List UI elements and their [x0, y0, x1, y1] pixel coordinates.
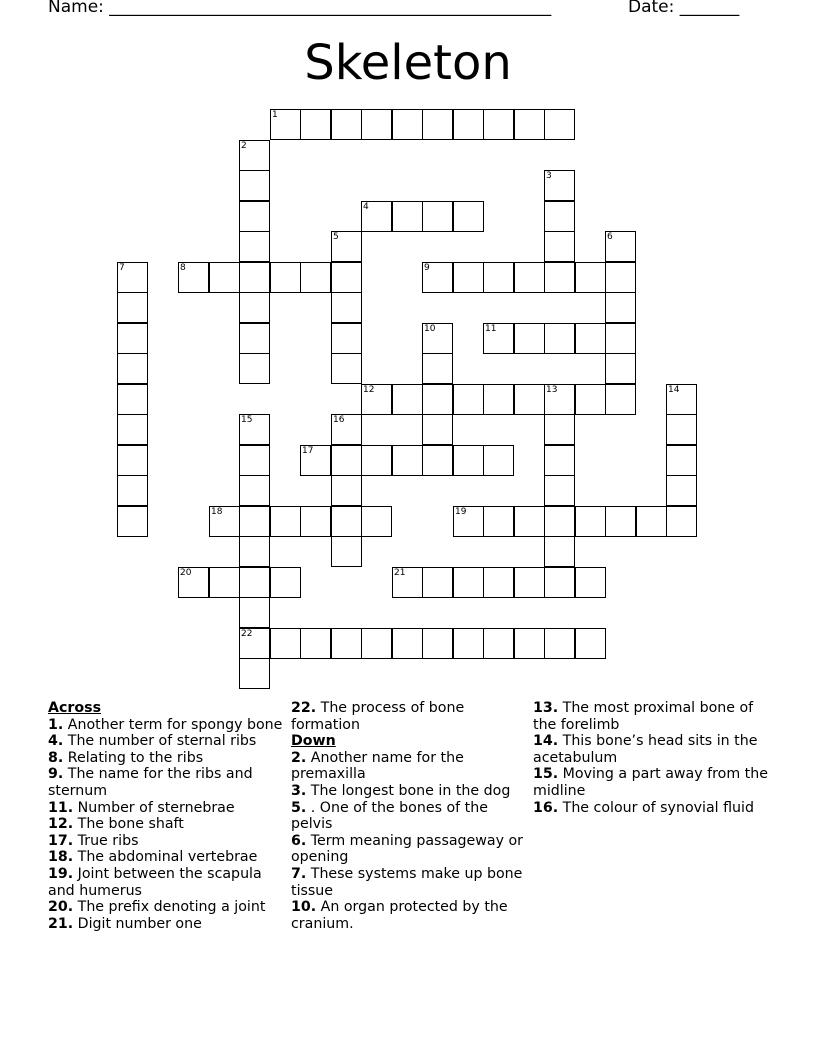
down-clue-list-continued	[533, 700, 773, 816]
clue-number: 7.	[291, 865, 307, 882]
crossword-cell[interactable]	[270, 506, 301, 537]
crossword-cell[interactable]	[483, 567, 514, 598]
clue	[48, 800, 284, 817]
crossword-cell[interactable]	[392, 109, 423, 140]
crossword-cell[interactable]	[453, 506, 484, 537]
crossword-cell[interactable]	[270, 567, 301, 598]
crossword-cell[interactable]	[544, 201, 575, 232]
crossword-cell[interactable]	[392, 384, 423, 415]
name-field: Name: ____________________________________________________	[48, 0, 552, 17]
clue	[291, 833, 527, 866]
crossword-cell[interactable]	[666, 414, 697, 445]
clues-column-1	[48, 700, 284, 932]
crossword-cell[interactable]	[483, 262, 514, 293]
clue-text: Joint between the scapula and humerus	[48, 865, 262, 899]
clue-number: 1.	[48, 716, 64, 733]
crossword-cell[interactable]	[300, 445, 331, 476]
down-heading: Down	[291, 733, 336, 750]
crossword-cell[interactable]	[239, 597, 270, 628]
crossword-cell[interactable]	[239, 170, 270, 201]
clue-text: Relating to the ribs	[63, 749, 204, 766]
clue	[48, 750, 284, 767]
crossword-cell[interactable]	[575, 323, 606, 354]
clue-number: 5	[333, 232, 339, 242]
clue-text: Digit number one	[73, 915, 202, 932]
crossword-cell[interactable]	[514, 109, 545, 140]
crossword-cell[interactable]	[117, 445, 148, 476]
clue	[533, 800, 773, 817]
clue-number: 5.	[291, 799, 307, 816]
crossword-cell[interactable]	[331, 506, 362, 537]
crossword-cell[interactable]	[239, 201, 270, 232]
crossword-cell[interactable]	[117, 262, 148, 293]
crossword-cell[interactable]	[209, 506, 240, 537]
clue-number: 19	[455, 507, 467, 517]
clue-number: 8.	[48, 749, 64, 766]
crossword-cell[interactable]	[331, 292, 362, 323]
clues-column-3	[533, 700, 773, 816]
crossword-cell[interactable]	[483, 384, 514, 415]
crossword-cell[interactable]	[636, 506, 667, 537]
crossword-cell[interactable]	[270, 628, 301, 659]
clue-number: 10	[424, 324, 436, 334]
clue	[48, 717, 284, 734]
crossword-cell[interactable]	[117, 323, 148, 354]
crossword-cell[interactable]	[239, 414, 270, 445]
crossword-cell[interactable]	[422, 323, 453, 354]
crossword-cell[interactable]	[483, 445, 514, 476]
crossword-cell[interactable]	[422, 262, 453, 293]
crossword-cell[interactable]	[544, 445, 575, 476]
clue-number: 2.	[291, 749, 307, 766]
crossword-cell[interactable]	[483, 323, 514, 354]
clue-number: 12.	[48, 816, 74, 833]
crossword-cell[interactable]	[270, 262, 301, 293]
crossword-cell[interactable]	[361, 201, 392, 232]
clue-number: 13	[546, 385, 558, 395]
crossword-cell[interactable]	[239, 231, 270, 262]
crossword-cell[interactable]	[117, 353, 148, 384]
clue-text: . One of the bones of the pelvis	[291, 799, 488, 833]
clue-number: 16.	[533, 799, 559, 816]
crossword-cell[interactable]	[483, 109, 514, 140]
clue-number: 11	[485, 324, 497, 334]
crossword-cell[interactable]	[605, 292, 636, 323]
clue-number: 19.	[48, 865, 74, 882]
clue	[48, 833, 284, 850]
crossword-cell[interactable]	[544, 506, 575, 537]
clue-number: 20	[180, 568, 192, 578]
crossword-cell[interactable]	[422, 109, 453, 140]
clue	[291, 750, 527, 783]
crossword-cell[interactable]	[544, 384, 575, 415]
crossword-cell[interactable]	[239, 506, 270, 537]
crossword-cell[interactable]	[392, 445, 423, 476]
clue-number: 2	[241, 141, 247, 151]
crossword-cell[interactable]	[453, 262, 484, 293]
clue	[48, 766, 284, 799]
crossword-cell[interactable]	[239, 292, 270, 323]
clue	[48, 816, 284, 833]
crossword-cell[interactable]	[605, 262, 636, 293]
crossword-cell[interactable]	[422, 201, 453, 232]
clue-number: 11.	[48, 799, 74, 816]
clue-number: 20.	[48, 899, 74, 916]
clue-number: 4.	[48, 733, 64, 750]
crossword-cell[interactable]	[544, 231, 575, 262]
crossword-cell[interactable]	[514, 506, 545, 537]
crossword-cell[interactable]	[575, 628, 606, 659]
clue	[48, 899, 284, 916]
crossword-cell[interactable]	[544, 414, 575, 445]
crossword-cell[interactable]	[361, 109, 392, 140]
crossword-cell[interactable]	[209, 567, 240, 598]
clue	[48, 916, 284, 933]
crossword-cell[interactable]	[422, 445, 453, 476]
clue-text: The colour of synovial fluid	[558, 799, 754, 816]
crossword-cell[interactable]	[453, 628, 484, 659]
clue-number: 21.	[48, 915, 74, 932]
clue-number: 4	[363, 202, 369, 212]
across-clue-list	[48, 717, 284, 933]
clue-text: Moving a part away from the midline	[533, 766, 768, 799]
clue-text: The most proximal bone of the forelimb	[533, 700, 754, 733]
crossword-cell[interactable]	[331, 445, 362, 476]
clue	[48, 733, 284, 750]
clue-number: 3	[546, 171, 552, 181]
crossword-cell[interactable]	[575, 567, 606, 598]
crossword-cell[interactable]	[239, 262, 270, 293]
crossword-cell[interactable]	[270, 109, 301, 140]
crossword-cell[interactable]	[544, 628, 575, 659]
crossword-cell[interactable]	[453, 567, 484, 598]
crossword-cell[interactable]	[605, 323, 636, 354]
crossword-cell[interactable]	[331, 353, 362, 384]
clue-text: The abdominal vertebrae	[73, 849, 258, 866]
crossword-cell[interactable]	[300, 262, 331, 293]
crossword-cell[interactable]	[117, 384, 148, 415]
crossword-cell[interactable]	[392, 628, 423, 659]
crossword-cell[interactable]	[239, 445, 270, 476]
clue-number: 14	[668, 385, 680, 395]
date-field: Date: _______	[628, 0, 740, 17]
crossword-cell[interactable]	[117, 506, 148, 537]
crossword-cell[interactable]	[544, 567, 575, 598]
crossword-cell[interactable]	[331, 475, 362, 506]
clue-number: 1	[272, 110, 278, 120]
crossword-cell[interactable]	[239, 323, 270, 354]
crossword-cell[interactable]	[117, 414, 148, 445]
clue-text: The number of sternal ribs	[63, 733, 257, 750]
crossword-cell[interactable]	[331, 536, 362, 567]
clue-number: 15.	[533, 766, 559, 783]
crossword-cell[interactable]	[483, 506, 514, 537]
clue-text: Another term for spongy bone	[63, 716, 283, 733]
clue-number: 18.	[48, 849, 74, 866]
across-clue-list-continued	[291, 700, 527, 733]
crossword-cell[interactable]	[605, 506, 636, 537]
crossword-cell[interactable]	[331, 628, 362, 659]
crossword-cell[interactable]	[422, 628, 453, 659]
clue	[48, 849, 284, 866]
clue-number: 10.	[291, 899, 317, 916]
clue	[48, 866, 284, 899]
clue	[533, 766, 773, 799]
crossword-cell[interactable]	[453, 109, 484, 140]
clue-text: The process of bone formation	[291, 700, 465, 733]
crossword-cell[interactable]	[422, 567, 453, 598]
crossword-cell[interactable]	[239, 536, 270, 567]
crossword-cell[interactable]	[117, 292, 148, 323]
clue-number: 12	[363, 385, 375, 395]
crossword-cell[interactable]	[453, 201, 484, 232]
down-clue-list	[291, 750, 527, 933]
crossword-cell[interactable]	[331, 262, 362, 293]
clue-number: 7	[119, 263, 125, 273]
crossword-cell[interactable]	[392, 567, 423, 598]
crossword-cell[interactable]	[422, 384, 453, 415]
clue-text: The name for the ribs and sternum	[48, 766, 253, 799]
clue-text: Another name for the premaxilla	[291, 749, 464, 783]
crossword-cell[interactable]	[666, 445, 697, 476]
crossword-cell[interactable]	[666, 475, 697, 506]
crossword-cell[interactable]	[117, 475, 148, 506]
crossword-cell[interactable]	[209, 262, 240, 293]
clue-number: 13.	[533, 700, 559, 716]
clue-number: 17.	[48, 832, 74, 849]
crossword-cell[interactable]	[605, 231, 636, 262]
clue-number: 16	[333, 415, 345, 425]
crossword-cell[interactable]	[514, 262, 545, 293]
clue-text: These systems make up bone tissue	[291, 865, 523, 899]
crossword-cell[interactable]	[239, 475, 270, 506]
clue-text: True ribs	[73, 832, 139, 849]
clue	[291, 700, 527, 733]
crossword-cell[interactable]	[575, 262, 606, 293]
crossword-cell[interactable]	[544, 109, 575, 140]
crossword-cell[interactable]	[331, 231, 362, 262]
clue-number: 9	[424, 263, 430, 273]
page-title: Skeleton	[304, 35, 512, 91]
crossword-cell[interactable]	[666, 506, 697, 537]
crossword-cell[interactable]	[575, 384, 606, 415]
crossword-cell[interactable]	[453, 445, 484, 476]
clue	[291, 800, 527, 833]
clue-number: 21	[394, 568, 406, 578]
clues-column-2	[291, 700, 527, 932]
clue-text: This bone’s head sits in the acetabulum	[533, 733, 758, 766]
clue	[291, 899, 527, 932]
crossword-cell[interactable]	[239, 140, 270, 171]
clue	[291, 866, 527, 899]
clue-number: 18	[211, 507, 223, 517]
crossword-cell[interactable]	[178, 567, 209, 598]
crossword-cell[interactable]	[392, 201, 423, 232]
clue-number: 8	[180, 263, 186, 273]
crossword-cell[interactable]	[514, 384, 545, 415]
clue-text: Term meaning passageway or opening	[291, 832, 523, 866]
crossword-cell[interactable]	[666, 384, 697, 415]
clue-number: 9.	[48, 766, 64, 783]
crossword-cell[interactable]	[239, 567, 270, 598]
crossword-cell[interactable]	[239, 628, 270, 659]
crossword-cell[interactable]	[361, 628, 392, 659]
clue-number: 3.	[291, 782, 307, 799]
clue-number: 15	[241, 415, 253, 425]
crossword-cell[interactable]	[514, 567, 545, 598]
clue-text: The prefix denoting a joint	[73, 899, 266, 916]
clue-text: An organ protected by the cranium.	[291, 899, 508, 932]
crossword-cell[interactable]	[544, 323, 575, 354]
crossword-cell[interactable]	[300, 628, 331, 659]
crossword-cell[interactable]	[605, 353, 636, 384]
crossword-cell[interactable]	[300, 109, 331, 140]
crossword-cell[interactable]	[178, 262, 209, 293]
clue	[533, 733, 773, 766]
clue-number: 22	[241, 629, 253, 639]
clue-number: 22.	[291, 700, 317, 716]
crossword-cell[interactable]	[361, 445, 392, 476]
clue-text: Number of sternebrae	[73, 799, 235, 816]
crossword-cell[interactable]	[514, 323, 545, 354]
across-heading: Across	[48, 700, 102, 716]
clue	[533, 700, 773, 733]
clue-number: 14.	[533, 733, 559, 750]
crossword-cell[interactable]	[239, 353, 270, 384]
crossword-cell[interactable]	[331, 109, 362, 140]
clue-number: 6	[607, 232, 613, 242]
crossword-cell[interactable]	[361, 506, 392, 537]
crossword-cell[interactable]	[239, 658, 270, 689]
crossword-cell[interactable]	[544, 170, 575, 201]
crossword-cell[interactable]	[422, 414, 453, 445]
crossword-cell[interactable]	[544, 536, 575, 567]
clue-text: The bone shaft	[73, 816, 184, 833]
clue-number: 17	[302, 446, 314, 456]
clue-number: 6.	[291, 832, 307, 849]
crossword-cell[interactable]	[544, 475, 575, 506]
crossword-cell[interactable]	[605, 384, 636, 415]
crossword-cell[interactable]	[331, 414, 362, 445]
crossword-cell[interactable]	[575, 506, 606, 537]
crossword-cell[interactable]	[300, 506, 331, 537]
crossword-cell[interactable]	[453, 384, 484, 415]
clue-text: The longest bone in the dog	[306, 782, 511, 799]
crossword-cell[interactable]	[422, 353, 453, 384]
crossword-cell[interactable]	[331, 323, 362, 354]
clue	[291, 783, 527, 800]
crossword-cell[interactable]	[514, 628, 545, 659]
crossword-cell[interactable]	[361, 384, 392, 415]
crossword-cell[interactable]	[544, 262, 575, 293]
crossword-cell[interactable]	[483, 628, 514, 659]
